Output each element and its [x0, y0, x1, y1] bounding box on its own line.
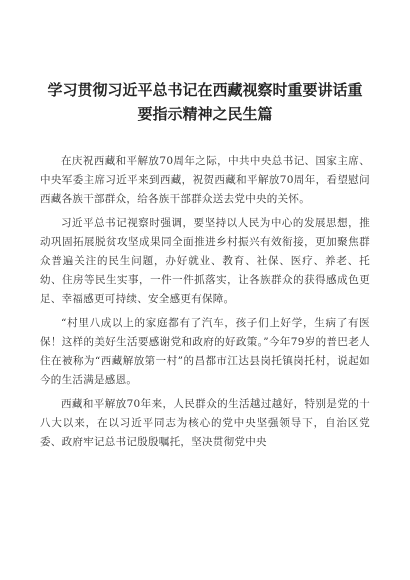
paragraph-3: “村里八成以上的家庭都有了汽车，孩子们上好学，生病了有医保！这样的美好生活要感谢党和政府的好政策。”今年79岁的普巴老人住在被称为“西藏解放第一村”的昌都市江达县岗托镇岗托村，说起如今的生活满是感恩。	[40, 317, 370, 386]
title-line-2: 要指示精神之民生篇	[137, 105, 273, 123]
paragraph-4: 西藏和平解放70年来，人民群众的生活越过越好，特别是党的十八大以来，在以习近平同志为核心的党中央坚强领导下，自治区党委、政府牢记总书记殷殷嘱托，坚决贯彻党中央	[40, 398, 370, 448]
paragraph-1: 在庆祝西藏和平解放70周年之际，中共中央总书记、国家主席、中央军委主席习近平来到西藏，祝贺西藏和平解放70周年，看望慰问西藏各族干部群众，给各族干部群众送去党中央的关怀。	[40, 155, 370, 205]
document-body	[40, 152, 370, 452]
document-title	[40, 78, 370, 126]
paragraph-2: 习近平总书记视察时强调，要坚持以人民为中心的发展思想，推动巩固拓展脱贫攻坚成果同全面推进乡村振兴有效衔接，更加聚焦群众普遍关注的民生问题，办好就业、教育、社保、医疗、养老、托幼、住房等民生实事，一件一件抓落实，让各族群众的获得感成色更足、幸福感更可持续、安全感更有保障。	[40, 217, 370, 305]
title-line-1: 学习贯彻习近平总书记在西藏视察时重要讲话重	[47, 81, 363, 99]
